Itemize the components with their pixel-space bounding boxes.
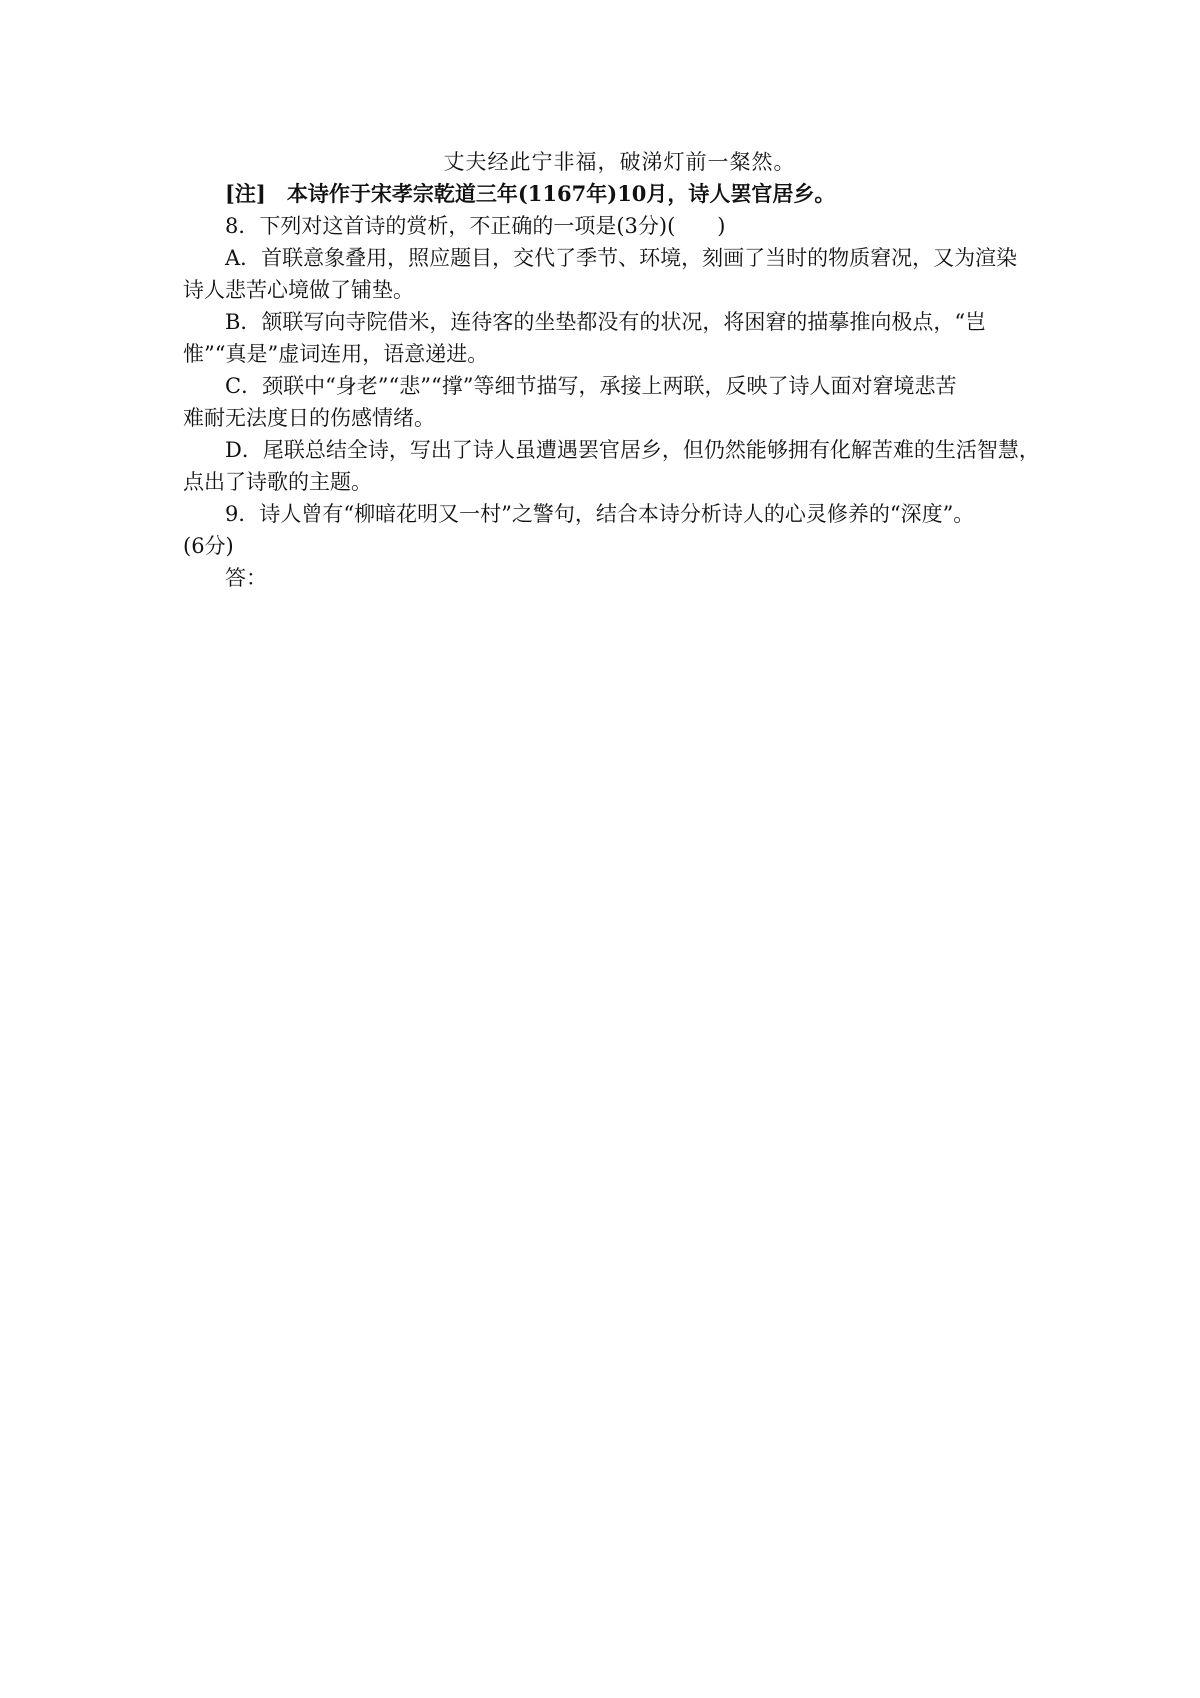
question-8-option-d (183, 434, 1040, 498)
question-8-option-a (183, 242, 1028, 306)
question-8-option-c (183, 370, 1028, 434)
question-9-line-1: 9．诗人曾有“柳暗花明又一村”之警句，结合本诗分析诗人的心灵修养的“深度”。 (225, 502, 975, 526)
option-a-line-1: A．首联意象叠用，照应题目，交代了季节、环境，刻画了当时的物质窘况，又为渲染 (225, 246, 1018, 270)
option-c-line-1: C．颈联中“身老”“悲”“撑”等细节描写，承接上两联，反映了诗人面对窘境悲苦 (225, 374, 957, 398)
question-9 (183, 498, 1028, 594)
question-8-stem: 8．下列对这首诗的赏析，不正确的一项是(3分)( ) (225, 214, 726, 238)
option-b-line-2: 惟”“真是”虚词连用，语意递进。 (183, 342, 489, 366)
option-a-line-2: 诗人悲苦心境做了铺垫。 (183, 278, 414, 302)
answer-label: 答： (225, 566, 267, 590)
option-d-line-2: 点出了诗歌的主题。 (183, 470, 372, 494)
option-c-line-2: 难耐无法度日的伤感情绪。 (183, 406, 435, 430)
question-8-option-b (183, 306, 1028, 370)
poem-note: [注] 本诗作于宋孝宗乾道三年(1167年)10月，诗人罢官居乡。 (225, 181, 836, 206)
poem-line: 丈夫经此宁非福，破涕灯前一粲然。 (443, 150, 796, 174)
question-9-line-2: (6分) (183, 534, 234, 558)
document-content (183, 146, 1040, 594)
option-d-line-1: D．尾联总结全诗，写出了诗人虽遭遇罢官居乡，但仍然能够拥有化解苦难的生活智慧， (225, 438, 1040, 462)
option-b-line-1: B．颔联写向寺院借米，连待客的坐垫都没有的状况，将困窘的描摹推向极点，“岂 (225, 310, 987, 334)
